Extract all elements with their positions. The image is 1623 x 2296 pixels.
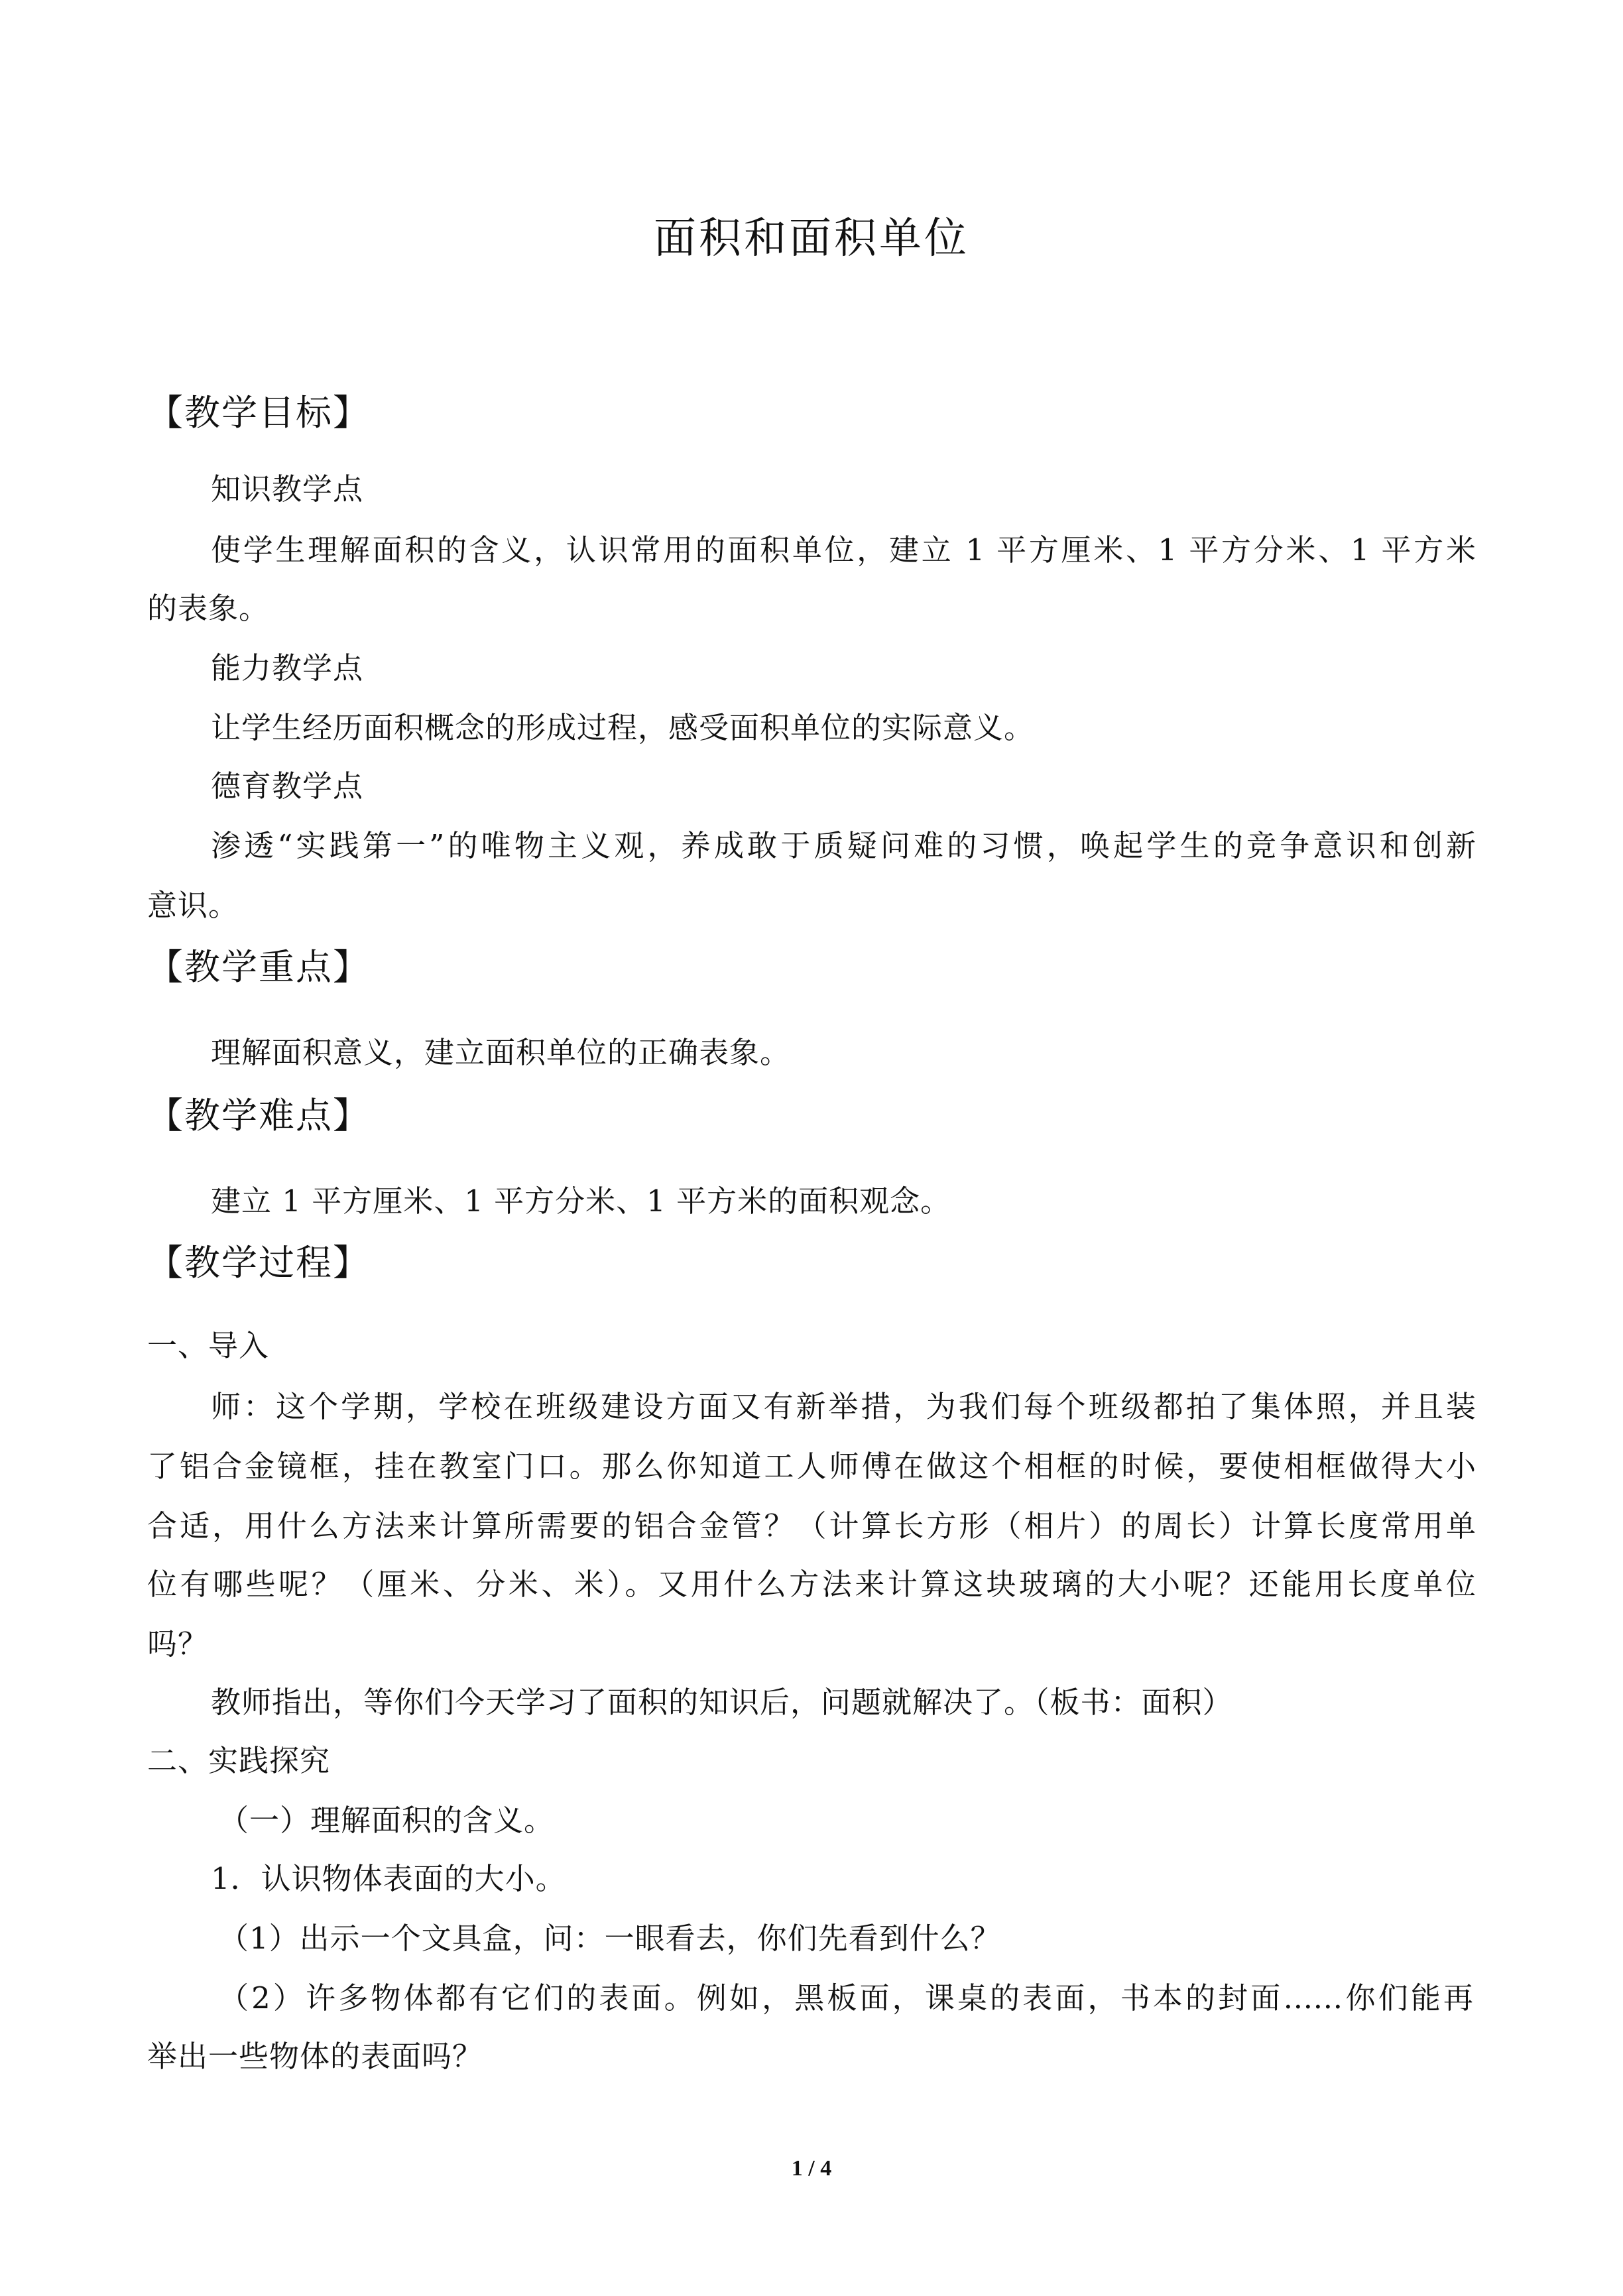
intro-line-3: 合适，用什么方法来计算所需要的铝合金管？（计算长方形（相片）的周长）计算长度常用单 [147, 1508, 1476, 1543]
intro-line-4: 位有哪些呢？（厘米、分米、米）。又用什么方法来计算这块玻璃的大小呢？还能用长度单位 [147, 1567, 1476, 1602]
intro-line-5: 吗？ [147, 1626, 209, 1662]
item-1-2-line-1: （2）许多物体都有它们的表面。例如，黑板面，课桌的表面，书本的封面……你们能再 [219, 1980, 1473, 2016]
intro-line-1: 师：这个学期，学校在班级建设方面又有新举措，为我们每个班级都拍了集体照，并且装 [211, 1389, 1476, 1424]
knowledge-label: 知识教学点 [211, 471, 364, 507]
document-title: 面积和面积单位 [654, 214, 969, 263]
heading-difficulties: 【教学难点】 [147, 1095, 370, 1136]
heading-process: 【教学过程】 [147, 1242, 370, 1284]
moral-label: 德育教学点 [211, 768, 364, 804]
knowledge-text-line-1: 使学生理解面积的含义，认识常用的面积单位，建立 1 平方厘米、1 平方分米、1 平方米 [211, 532, 1476, 568]
intro-line-2: 了铝合金镜框，挂在教室门口。那么你知道工人师傅在做这个相框的时候，要使相框做得大小 [147, 1449, 1476, 1484]
heading-key-points: 【教学重点】 [147, 946, 370, 988]
difficulties-text: 建立 1 平方厘米、1 平方分米、1 平方米的面积观念。 [211, 1183, 951, 1219]
moral-text-line-2: 意识。 [147, 888, 239, 923]
section-2-title: 二、实践探究 [147, 1743, 331, 1778]
ability-text: 让学生经历面积概念的形成过程，感受面积单位的实际意义。 [211, 710, 1035, 745]
moral-text-line-1: 渗透“实践第一”的唯物主义观，养成敢于质疑问难的习惯，唤起学生的竞争意识和创新 [211, 828, 1476, 863]
page-number: 1 / 4 [791, 2156, 832, 2181]
item-1: 1．认识物体表面的大小。 [211, 1861, 566, 1896]
item-1-1: （1）出示一个文具盒，问：一眼看去，你们先看到什么？ [219, 1921, 1001, 1956]
teacher-note: 教师指出，等你们今天学习了面积的知识后，问题就解决了。（板书：面积） [211, 1685, 1233, 1720]
ability-label: 能力教学点 [211, 650, 364, 686]
knowledge-text-line-2: 的表象。 [147, 591, 270, 626]
key-points-text: 理解面积意义，建立面积单位的正确表象。 [211, 1035, 791, 1070]
item-1-2-line-2: 举出一些物体的表面吗？ [147, 2039, 483, 2074]
section-1-title: 一、导入 [147, 1328, 270, 1363]
subsection-1-title: （一）理解面积的含义。 [219, 1803, 555, 1838]
heading-objectives: 【教学目标】 [147, 392, 370, 434]
